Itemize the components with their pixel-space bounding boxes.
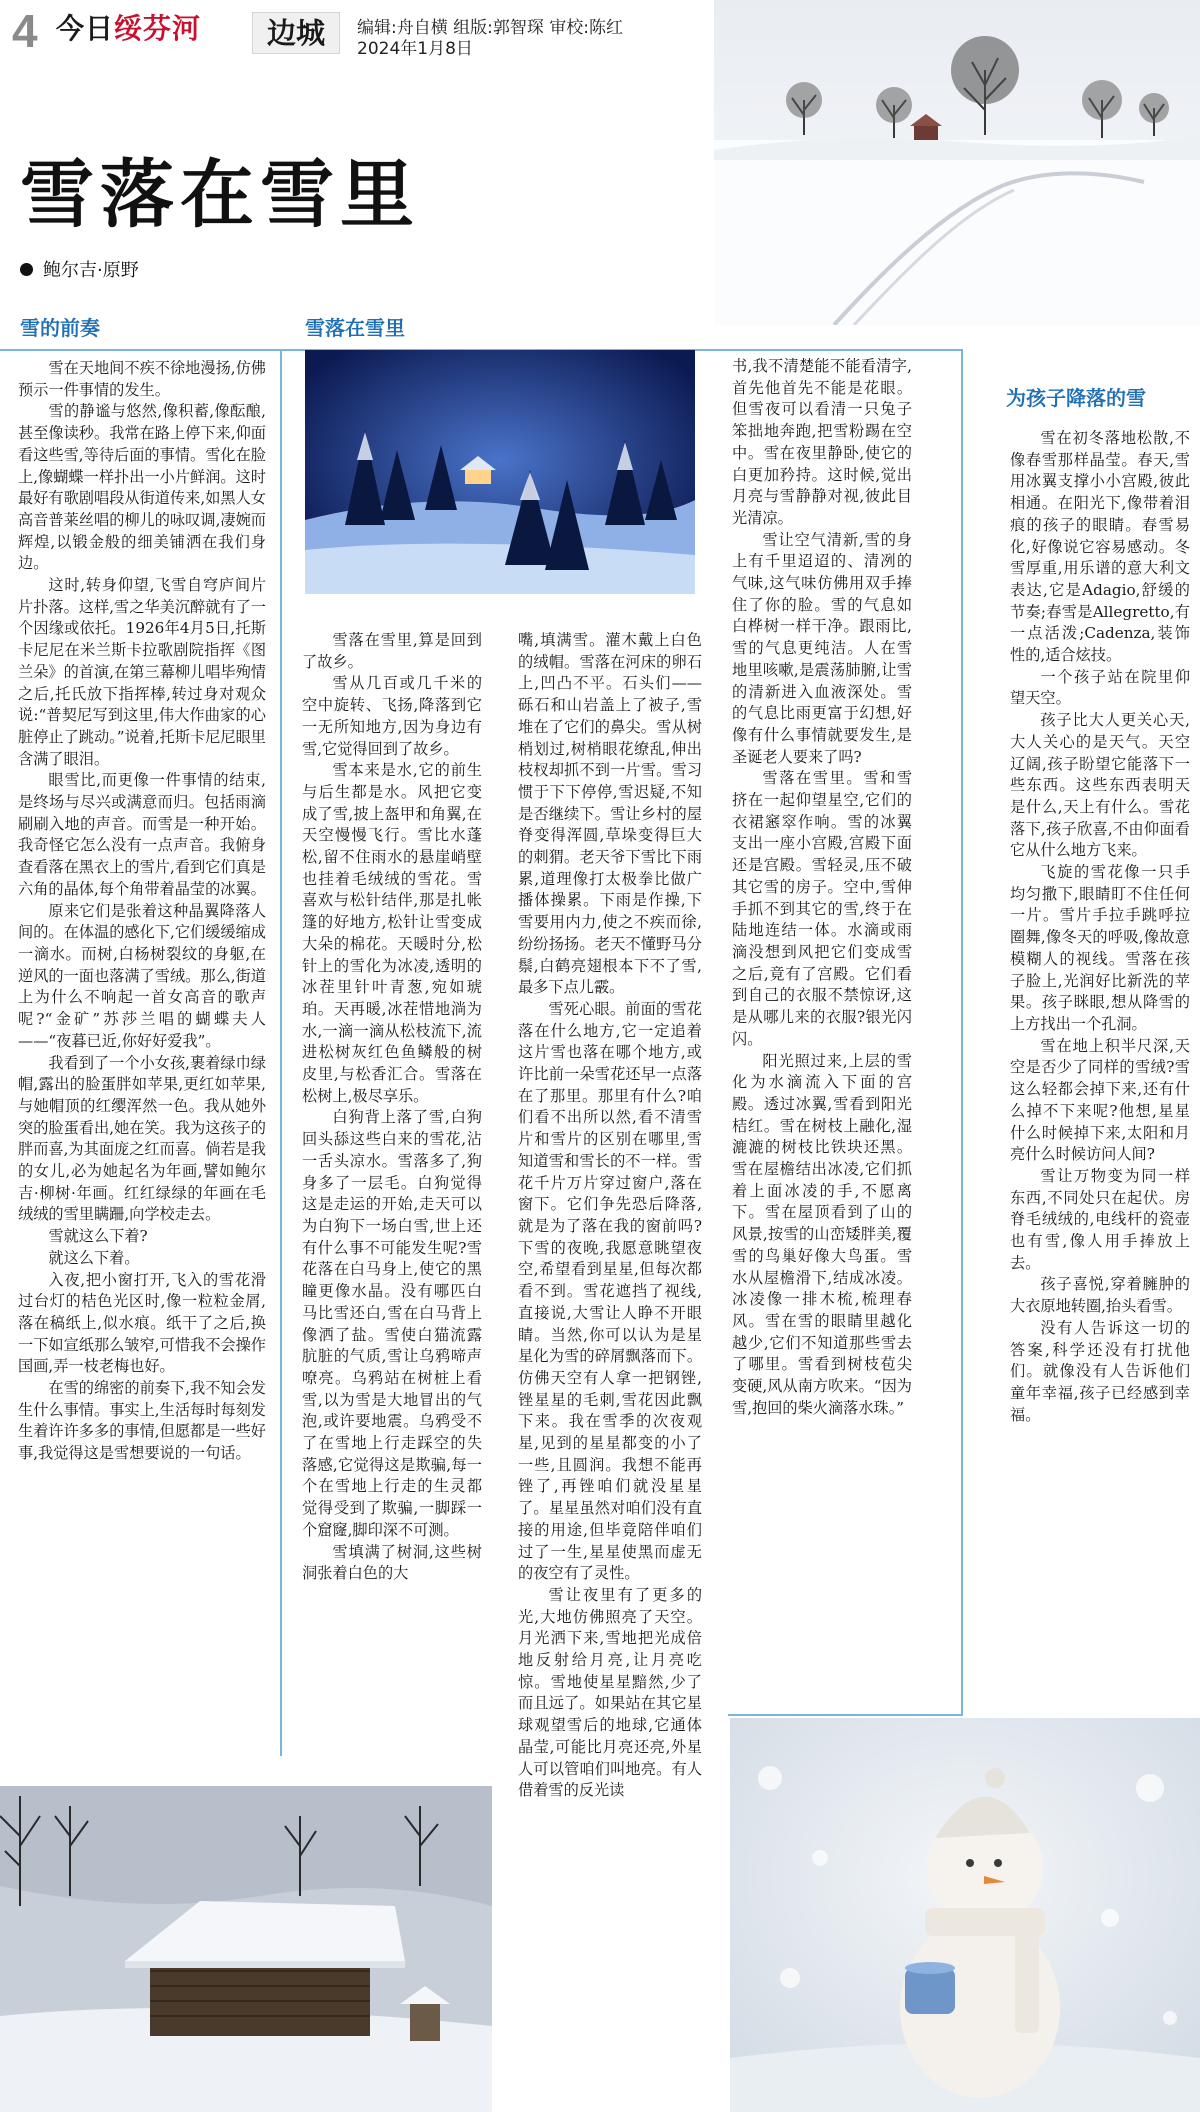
article-title: 雪落在雪里 — [20, 152, 420, 238]
paragraph: 我看到了一个小女孩,裹着绿巾绿帽,露出的脸蛋胖如苹果,更红如苹果,与她帽顶的红缨浑然一色。我从她外突的脸蛋看出,她在笑。我为这孩子的胖而喜,为其面庞之红而喜。倘若是我的女儿,必为她起名为年画,譬如鲍尔吉·柳树·年画。红红绿绿的年画在毛绒绒的雪里瞒跚,向学校走去。 — [18, 1053, 266, 1224]
snowman-figurine-photo — [730, 1718, 1200, 2112]
paragraph: 雪在初冬落地松散,不像春雪那样晶莹。春天,雪用冰翼支撑小小宫殿,彼此相通。在阳光下,像带着泪痕的孩子的眼睛。春雪易化,好像说它容易感动。冬雪厚重,用乐谱的意大利文表达,它是Adagio,舒缓的节奏;春雪是Allegretto,有一点活泼;Cadenza,装饰性的,适合炫技。 — [1010, 429, 1190, 665]
snowy-forest-night-photo — [305, 350, 695, 594]
page-number: 4 — [12, 5, 38, 57]
paragraph: 这时,转身仰望,飞雪自穹庐间片片扑落。这样,雪之华美沉醉就有了一个因缘或依托。1926年4月5日,托斯卡尼尼在米兰斯卡拉歌剧院指挥《图兰朵》的首演,在第三幕柳儿唱毕殉情之后,托氏放下指挥棒,转过身对观众说:“普契尼写到这里,伟大作曲家的心脏停止了跳动。”说着,托斯卡尼尼眼里含满了眼泪。 — [18, 576, 266, 768]
newspaper-brand — [56, 14, 201, 45]
column-children — [1010, 428, 1190, 1680]
paragraph: 雪本来是水,它的前生与后生都是水。风把它变成了雪,披上盔甲和角翼,在天空慢慢飞行。雪比水蓬松,留不住雨水的悬崖峭壁也挂着毛绒绒的雪花。雪喜欢与松针结伴,那是扎帐篷的好地方,松针让雪变成大朵的棉花。天暖时分,松针上的雪化为冰凌,透明的冰茬里针叶青葱,宛如琥珀。天再暖,冰茬惜地淌为水,一滴一滴从松枝流下,流进松树灰红色鱼鳞般的树皮里,与松香汇合。雪落在松树上,极尽享乐。 — [302, 761, 482, 1105]
snowy-cabin-photo — [0, 1786, 492, 2112]
frame-rule-right-vertical — [961, 349, 963, 1716]
frame-rule-top-left — [0, 349, 282, 351]
snowy-cabin-image — [0, 1786, 492, 2112]
column-main-1 — [302, 630, 482, 1768]
brand-prefix: 今日 — [56, 12, 115, 45]
author-name: 鲍尔吉·原野 — [43, 260, 139, 281]
paragraph: 雪死心眼。前面的雪花落在什么地方,它一定追着这片雪也落在哪个地方,或许比前一朵雪花还早一点落在了那里。那里有什么?咱们看不出所以然,看不清雪片和雪片的区别在哪里,雪知道雪和雪长的不一样。雪花千片万片穿过窗户,落在窗下。它们争先恐后降落,就是为了落在我的窗前吗?下雪的夜晚,我愿意眺望夜空,希望看到星星,但每次都看不到。雪花遮挡了视线,直接说,大雪让人睁不开眼睛。当然,你可以认为是星星化为雪的碎屑飘落而下。仿佛天空有人拿一把钢锉,锉星星的毛刺,雪花因此飘下来。我在雪季的次夜观星,见到的星星都变的小了一些,且圆润。我想不能再锉了,再锉咱们就没星星了。星星虽然对咱们没有直接的用途,但毕竟陪伴咱们过了一生,星星使黑而虚无的夜空有了灵性。 — [518, 999, 702, 1583]
snowman-figurine-image — [730, 1718, 1200, 2112]
section-title-children: 为孩子降落的雪 — [1006, 386, 1146, 410]
paragraph: 嘴,填满雪。灌木戴上白色的绒帽。雪落在河床的卵石上,凹凸不平。石头们——砾石和山岩盖上了被子,雪堆在了它们的鼻尖。雪从树梢划过,树梢眼花缭乱,伸出枝杈却抓不到一片雪。雪习惯于下下停停,雪迟疑,不知是否继续下。雪让乡村的屋脊变得浑圆,草垛变得巨大的刺猬。老天爷下雪比下雨累,道理像打太极拳比做广播体操累。下雨是作操,下雪要用内力,使之不疾而徐,纷纷扬扬。老天不懂野马分鬃,白鹤亮翅根本下不了雪,最多下点儿霰。 — [518, 631, 702, 997]
paragraph: 就这么下着。 — [48, 1248, 140, 1267]
paragraph: 雪在地上积半尺深,天空是否少了同样的雪绒?雪这么轻都会掉下来,还有什么掉不下来呢?他想,星星什么时候掉下来,太阳和月亮什么时候访问人间? — [1010, 1036, 1190, 1164]
paragraph: 没有人告诉这一切的答案,科学还没有打扰他们。就像没有人告诉他们童年幸福,孩子已经感到幸福。 — [1010, 1318, 1190, 1424]
frame-rule-left-vertical — [280, 349, 282, 1756]
winter-landscape-image — [714, 0, 1200, 325]
paragraph: 雪在天地间不疾不徐地漫扬,仿佛预示一件事情的发生。 — [18, 359, 266, 399]
editorial-credits — [357, 18, 623, 61]
issue-date: 2024年1月8日 — [357, 39, 473, 60]
column-main-2 — [518, 630, 702, 2106]
section-label: 边城 — [252, 12, 340, 54]
section-title-main: 雪落在雪里 — [305, 316, 405, 340]
paragraph: 一个孩子站在院里仰望天空。 — [1010, 667, 1190, 708]
paragraph: 雪落在雪里。雪和雪挤在一起仰望星空,它们的衣裙窸窣作响。雪的冰翼支出一座小宫殿,宫殿下面还是宫殿。雪轻灵,压不破其它雪的房子。空中,雪伸手抓不到其它的雪,终于在陆地连结一体。水滴或雨滴没想到风把它们变成雪之后,竟有了宫殿。它们看到自己的衣服不禁惊讶,这是从哪儿来的衣服?银光闪闪。 — [732, 769, 912, 1048]
frame-rule-bottom-right — [728, 1714, 963, 1716]
section-title-prelude: 雪的前奏 — [20, 316, 100, 340]
paragraph: 孩子喜悦,穿着臃肿的大衣原地转圈,抬头看雪。 — [1010, 1275, 1190, 1316]
byline — [20, 256, 139, 282]
column-prelude — [18, 358, 266, 1768]
snowy-forest-night-image — [305, 350, 695, 594]
column-main-3 — [732, 356, 912, 1708]
paragraph: 眼雪比,而更像一件事情的结束,是终场与尽兴或满意而归。包括雨滴刷刷入地的声音。而雪是一种开始。我奇怪它怎么没有一点声音。我俯身查看落在黑衣上的雪片,看到它们真是六角的晶体,每个角带着晶莹的冰翼。 — [18, 771, 266, 898]
paragraph: 书,我不清楚能不能看清字,首先他首先不能是花眼。但雪夜可以看清一只兔子笨拙地奔跑,把雪粉踢在空中。雪在夜里静卧,使它的白更加矜持。这时候,觉出月亮与雪静静对视,彼此目光清凉。 — [732, 357, 912, 527]
paragraph: 原来它们是张着这种晶翼降落人间的。在体温的感化下,它们缓缓缩成一滴水。而树,白杨树裂纹的身躯,在逆风的一面也落满了雪绒。那么,街道上为什么不响起一首女高音的歌声呢?“金矿”苏莎兰唱的蝴蝶夫人——“夜暮已近,你好好爱我”。 — [18, 901, 266, 1050]
paragraph: 雪让万物变为同一样东西,不同处只在起伏。房脊毛绒绒的,电线杆的瓷壶也有雪,像人用手捧放上去。 — [1010, 1166, 1190, 1272]
paragraph: 雪落在雪里,算是回到了故乡。 — [302, 631, 482, 671]
paragraph: 阳光照过来,上层的雪化为水滴流入下面的宫殿。透过冰翼,雪看到阳光桔红。雪在树枝上融化,湿漉漉的树枝比铁块还黑。雪在屋檐结出冰凌,它们抓着上面冰凌的手,不愿离下。雪在屋顶看到了山的风景,按雪的山峦矮胖美,覆雪的鸟巢好像大鸟蛋。雪水从屋檐滑下,结成冰凌。冰凌像一排木梳,梳理春风。雪在雪的眼睛里越化越少,它们不知道那些雪去了哪里。雪看到树枝苞尖变硬,风从南方吹来。“因为雪,抱回的柴火滴落水珠。” — [732, 1051, 912, 1417]
paragraph: 雪让空气清新,雪的身上有千里迢迢的、清冽的气味,这气味仿佛用双手捧住了你的脸。雪的气息如白桦树一样干净。跟雨比,雪的气息更纯洁。人在雪地里咳嗽,是震荡肺腑,让雪的清新进入血液深处。雪的气息比雨更富于幻想,好像有什么事情就要发生,是圣诞老人要来了吗? — [732, 530, 912, 766]
winter-landscape-photo — [714, 0, 1200, 325]
paragraph: 飞旋的雪花像一只手均匀撒下,眼睛盯不住任何一片。雪片手拉手跳呼拉圈舞,像冬天的呼吸,像故意模糊人的视线。雪落在孩子脸上,光润好比新洗的苹果。孩子眯眼,想从降雪的上方找出一个孔洞。 — [1010, 863, 1190, 1033]
paragraph: 入夜,把小窗打开,飞入的雪花滑过台灯的桔色光区时,像一粒粒金屑,落在稿纸上,似水痕。纸干了之后,换一下如宣纸那么皱窄,可惜我不会操作国画,弄一枝老梅也好。 — [18, 1270, 266, 1376]
brand-name: 绥芬河 — [114, 12, 202, 45]
paragraph: 雪就这么下着? — [48, 1227, 148, 1246]
paragraph: 雪让夜里有了更多的光,大地仿佛照亮了天空。月光洒下来,雪地把光成倍地反射给月亮,让月亮吃惊。雪地使星星黯然,少了而且远了。如果站在其它星球观望雪后的地球,它通体晶莹,可能比月亮还亮,外星人可以管咱们叫地亮。有人借着雪的反光读 — [518, 1585, 702, 1800]
paragraph: 白狗背上落了雪,白狗回头舔这些白来的雪花,沾一舌头凉水。雪落多了,狗身多了一层毛。白狗觉得这是走运的开始,走天可以为白狗下一场白雪,世上还有什么事不可能发生呢?雪花落在白马身上,使它的黑瞳更像水晶。没有哪匹白马比雪还白,雪在白马背上像洒了盐。雪使白猫流露肮脏的气质,雪让乌鸦啼声嘹亮。乌鸦站在树桩上看雪,以为雪是大地冒出的气泡,或许要地震。乌鸦受不了在雪地上行走踩空的失落感,它觉得这是欺骗,每一个在雪地上行走的生灵都觉得受到了欺骗,一脚踩一个窟窿,脚印深不可测。 — [302, 1108, 482, 1539]
paragraph: 雪从几百或几千米的空中旋转、飞扬,降落到它一无所知地方,因为身边有雪,它觉得回到了故乡。 — [302, 674, 482, 758]
credits-line: 编辑:舟自横 组版:郭智琛 审校:陈红 — [357, 18, 623, 38]
paragraph: 在雪的绵密的前奏下,我不知会发生什么事情。事实上,生活每时每刻发生着许许多多的事情,但愿都是一些好事,我觉得这是雪想要说的一句话。 — [18, 1379, 266, 1463]
paragraph: 雪填满了树洞,这些树洞张着白色的大 — [302, 1542, 482, 1583]
bullet-icon — [20, 263, 33, 276]
paragraph: 孩子比大人更关心天,大人关心的是天气。天空辽阔,孩子盼望它能落下一些东西。这些东西表明天是什么,天上有什么。雪花落下,孩子欣喜,不由仰面看它从什么地方飞来。 — [1010, 711, 1190, 860]
masthead — [0, 0, 712, 150]
paragraph: 雪的静谧与悠然,像积蓄,像酝酿,甚至像读秒。我常在路上停下来,仰面看这些雪,等待后面的事情。雪化在脸上,像蝴蝶一样扑出一小片鲜润。这时最好有歌剧唱段从街道传来,如黑人女高音普莱丝唱的柳儿的咏叹调,凄婉而辉煌,以锻金般的细美铺洒在我们身边。 — [18, 402, 266, 573]
